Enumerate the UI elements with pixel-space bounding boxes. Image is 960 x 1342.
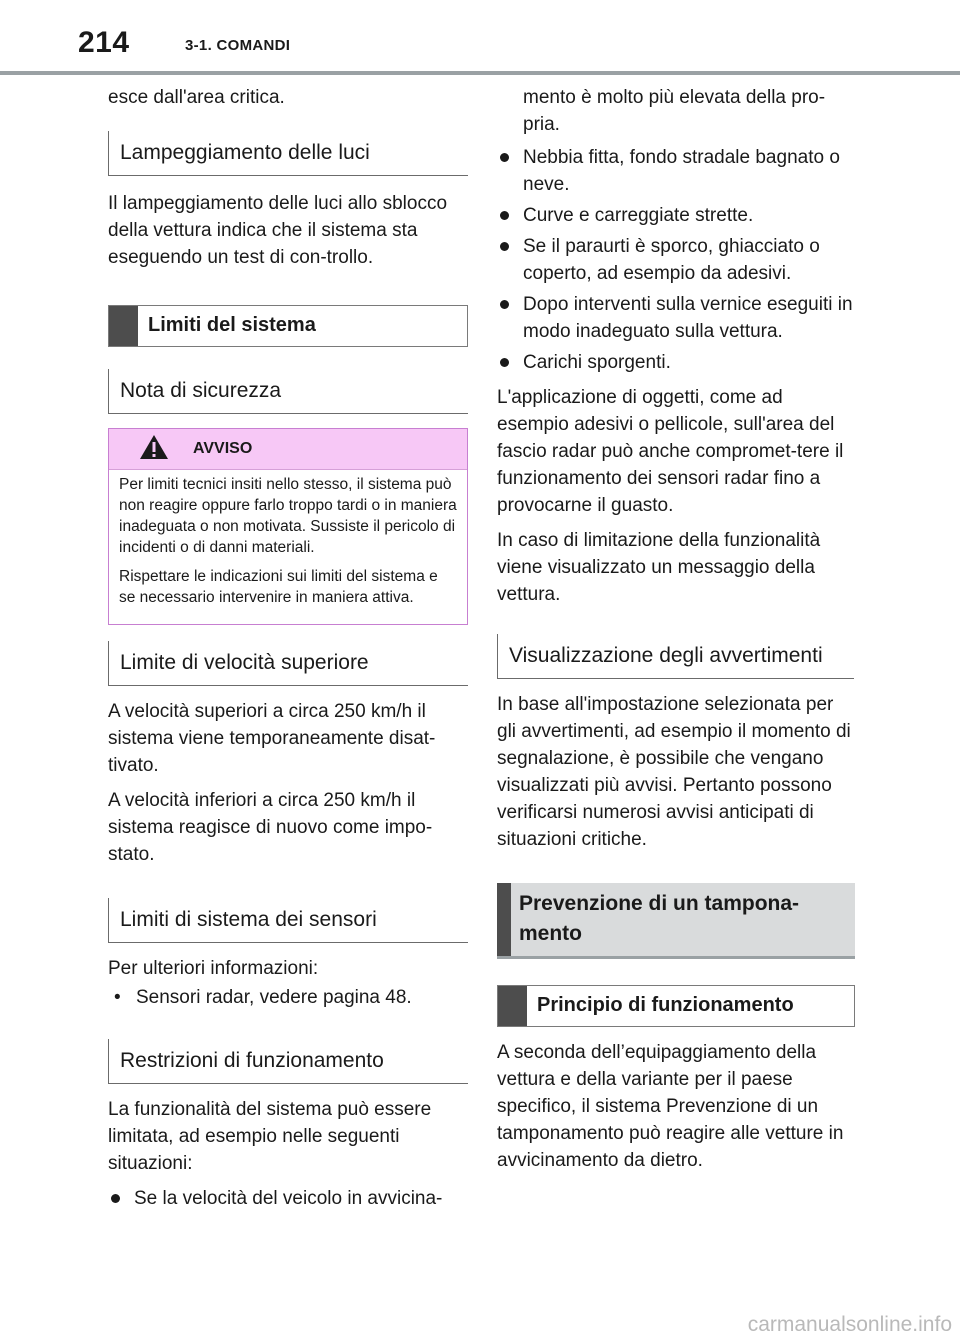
chapter-bar bbox=[497, 883, 511, 956]
heading-limiti-sistema bbox=[108, 305, 468, 347]
heading-text: Principio di funzionamento bbox=[537, 994, 794, 1016]
subheading-restrizioni: Restrizioni di funzionamento bbox=[108, 1039, 468, 1084]
page-number: 214 bbox=[78, 26, 130, 59]
watermark: carmanualsonline.info bbox=[747, 1313, 952, 1336]
subheading-sensori: Limiti di sistema dei sensori bbox=[108, 898, 468, 943]
heading-bar bbox=[109, 306, 138, 346]
heading-text: Limiti del sistema bbox=[148, 314, 316, 336]
bullet-list bbox=[108, 1185, 468, 1212]
dash-list bbox=[108, 984, 468, 1011]
paragraph: Per ulteriori informazioni: bbox=[108, 958, 319, 979]
left-column bbox=[108, 84, 468, 1220]
paragraph: A velocità superiori a circa 250 km/h il sistema viene temporaneamente disat-tivato. bbox=[108, 701, 436, 776]
paragraph: Il lampeggiamento delle luci allo sblocco della vettura indica che il sistema sta eseguendo un test di con-trollo. bbox=[108, 193, 448, 268]
section-label: 3-1. COMANDI bbox=[185, 37, 291, 54]
paragraph: A velocità inferiori a circa 250 km/h il sistema reagisce di nuovo come impo-stato. bbox=[108, 790, 433, 865]
warning-triangle-icon bbox=[139, 434, 169, 465]
heading-principio bbox=[497, 985, 855, 1027]
subheading-lampeggiamento: Lampeggiamento delle luci bbox=[108, 131, 468, 176]
paragraph: In caso di limitazione della funzionalità viene visualizzato un messaggio della vettura. bbox=[497, 530, 821, 605]
list-item: Dopo interventi sulla vernice eseguiti in modo inadeguato sulla vettura. bbox=[497, 291, 857, 345]
paragraph: A seconda dell’equipaggiamento della vettura e della variante per il paese specifico, il sistema Prevenzione di un tamponamento può reagire alle vetture in avvicinamento da dietro. bbox=[497, 1042, 844, 1171]
paragraph: mento è molto più elevata della pro-pria. bbox=[523, 87, 826, 135]
chapter-heading-prevenzione bbox=[497, 883, 855, 959]
page-header bbox=[0, 0, 960, 80]
list-item: Curve e carreggiate strette. bbox=[497, 202, 857, 229]
warning-box bbox=[108, 428, 468, 625]
list-item: • Sensori radar, vedere pagina 48. bbox=[108, 984, 468, 1011]
header-rule bbox=[0, 71, 960, 75]
paragraph: In base all'impostazione selezionata per gli avvertimenti, ad esempio il momento di segnalazione, è possibile che vengano visualizzati più avvisi. Pertanto possono verificarsi numerosi avvisi anticipati di situazioni critiche. bbox=[497, 694, 851, 850]
warning-text: Rispettare le indicazioni sui limiti del sistema e se necessario intervenire in maniera attiva. bbox=[119, 568, 438, 606]
list-item: Se la velocità del veicolo in avvicina- bbox=[108, 1185, 468, 1212]
right-column bbox=[497, 84, 857, 1182]
warning-header bbox=[109, 429, 467, 470]
warning-title: AVVISO bbox=[193, 440, 253, 457]
subheading-nota: Nota di sicurezza bbox=[108, 369, 468, 414]
warning-text: Per limiti tecnici insiti nello stesso, il sistema può non reagire oppure farlo troppo tardi o in maniera inadeguata o non motivata. Sussiste il pericolo di incidenti o di danni materiali. bbox=[119, 476, 457, 556]
list-item: Se il paraurti è sporco, ghiacciato o coperto, ad esempio da adesivi. bbox=[497, 233, 857, 287]
paragraph: La funzionalità del sistema può essere limitata, ad esempio nelle seguenti situazioni: bbox=[108, 1099, 432, 1174]
paragraph: esce dall'area critica. bbox=[108, 87, 285, 108]
chapter-text: Prevenzione di un tampona-mento bbox=[519, 892, 800, 945]
heading-bar bbox=[498, 986, 527, 1026]
bullet-list bbox=[497, 144, 857, 376]
paragraph: L'applicazione di oggetti, come ad esempio adesivi o pellicole, sull'area del fascio radar può anche compromet-tere il funzionamento dei sensori radar fino a provocarne il guasto. bbox=[497, 387, 844, 516]
list-item: Carichi sporgenti. bbox=[497, 349, 857, 376]
list-item: Nebbia fitta, fondo stradale bagnato o neve. bbox=[497, 144, 857, 198]
warning-body bbox=[109, 470, 467, 624]
subheading-limite-velocita: Limite di velocità superiore bbox=[108, 641, 468, 686]
subheading-avvertimenti: Visualizzazione degli avvertimenti bbox=[497, 634, 854, 679]
